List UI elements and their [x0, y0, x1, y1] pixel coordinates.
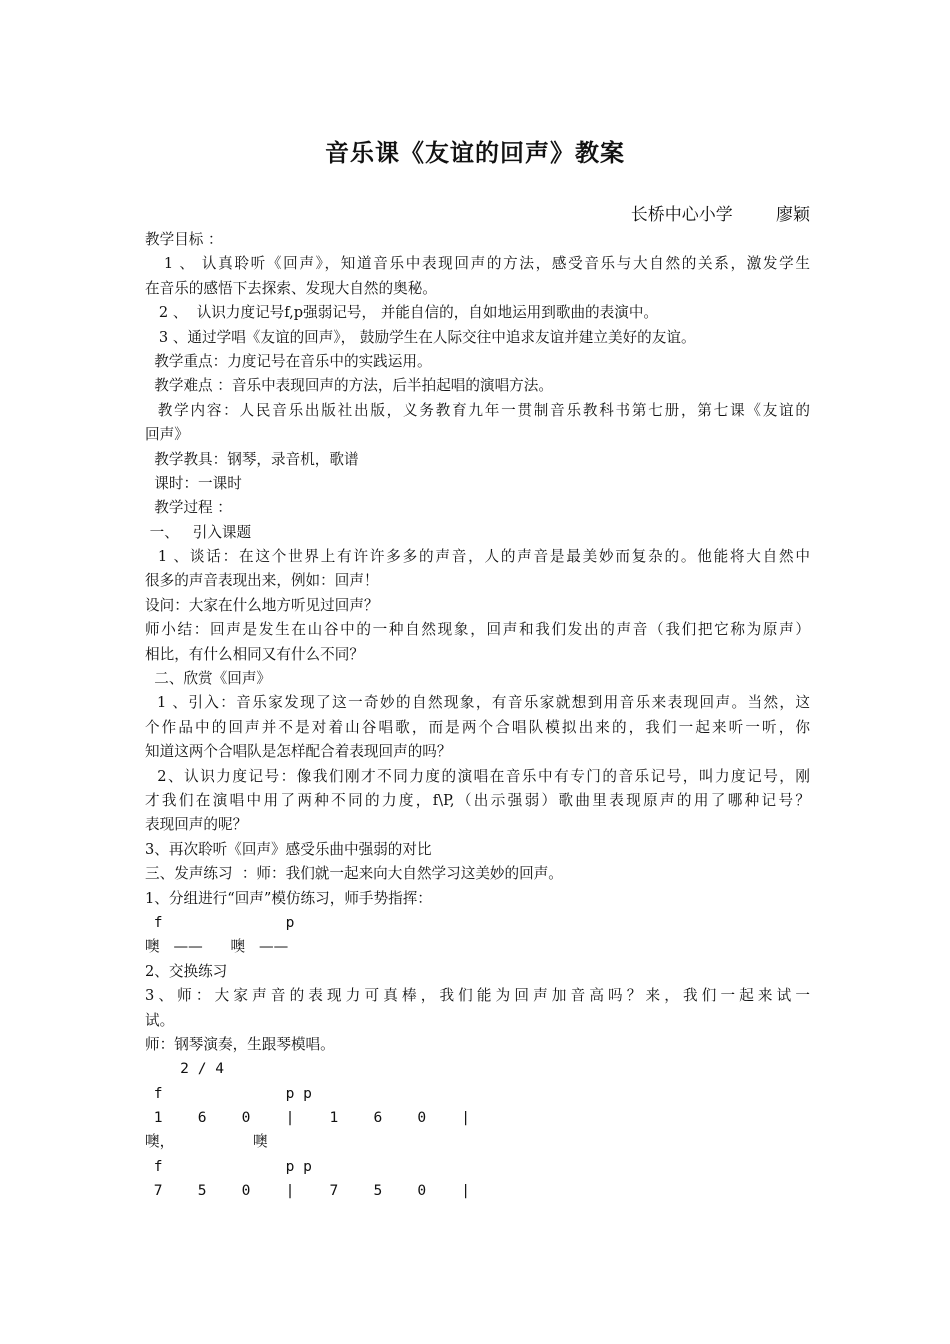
- paragraph-line: 个作品中的回声并不是对着山谷唱歌，而是两个合唱队模拟出来的，我们一起来听一听，你: [145, 718, 810, 736]
- paragraph-line: 2、认识力度记号：像我们刚才不同力度的演唱在音乐中有专门的音乐记号，叫力度记号，刚: [145, 767, 810, 785]
- author-line: 长桥中心小学 廖颖: [630, 205, 810, 225]
- paragraph-line: 师：钢琴演奏，生跟琴模唱。: [145, 1035, 335, 1053]
- section-heading-objectives: 教学目标 ：: [145, 231, 223, 248]
- section-heading: 三、发声练习 ：师：我们就一起来向大自然学习这美妙的回声。: [145, 865, 563, 883]
- notation-line: 7 5 0 | 7 5 0 |: [145, 1182, 471, 1200]
- paragraph-line: 1 、 认真聆听《回声》，知道音乐中表现回声的方法，感受音乐与大自然的关系，激发学生: [145, 255, 810, 273]
- paragraph-line: 相比，有什么相同又有什么不同？: [145, 645, 364, 663]
- notation-line: 1 6 0 | 1 6 0 |: [145, 1109, 471, 1127]
- paragraph-line: 在音乐的感悟下去探索、发现大自然的奥秘。: [145, 279, 437, 297]
- paragraph-line: 才我们在演唱中用了两种不同的力度，f\P,（出示强弱）歌曲里表现原声的用了哪种记号？: [145, 791, 810, 809]
- dynamics-marks: f p p: [145, 1157, 312, 1175]
- paragraph-line: 3、师：大家声音的表现力可真棒，我们能为回声加音高吗？来，我们一起来试一: [145, 987, 810, 1005]
- lyric-line: 噢 —— 噢 ——: [145, 938, 289, 956]
- paragraph-line: 教学难点 ：音乐中表现回声的方法，后半拍起唱的演唱方法。: [145, 377, 553, 395]
- section-heading: 二、欣赏《回声》: [145, 670, 272, 688]
- paragraph-line: 教学重点：力度记号在音乐中的实践运用。: [145, 352, 432, 370]
- paragraph-line: 3、再次聆听《回声》感受乐曲中强弱的对比: [145, 840, 432, 858]
- paragraph-line: 师小结：回声是发生在山谷中的一种自然现象，回声和我们发出的声音（我们把它称为原声）: [145, 621, 810, 639]
- paragraph-line: 教学教具：钢琴，录音机，歌谱: [145, 450, 359, 468]
- paragraph-line: 很多的声音表现出来，例如：回声！: [145, 572, 379, 590]
- paragraph-line: 2、交换练习: [145, 962, 228, 980]
- document-body: [145, 228, 810, 1204]
- paragraph-line: 回声》: [145, 426, 189, 444]
- time-signature: 2 / 4: [145, 1060, 225, 1078]
- paragraph-line: 1 、引入：音乐家发现了这一奇妙的自然现象，有音乐家就想到用音乐来表现回声。当然，这: [145, 694, 810, 712]
- section-heading: 一、 引入课题: [145, 523, 252, 541]
- paragraph-line: 知道这两个合唱队是怎样配合着表现回声的吗？: [145, 743, 452, 761]
- paragraph-line: 1 、谈话：在这个世界上有许许多多的声音，人的声音是最美妙而复杂的。他能将大自然中: [145, 548, 810, 566]
- paragraph-line: 教学内容：人民音乐出版社出版，义务教育九年一贯制音乐教科书第七册，第七课《友谊的: [145, 401, 810, 419]
- paragraph-line: 课时：一课时: [145, 474, 242, 492]
- dynamics-marks: f p p: [145, 1084, 312, 1102]
- dynamics-marks: f p: [145, 913, 295, 931]
- paragraph-line: 3 、通过学唱《友谊的回声》， 鼓励学生在人际交往中追求友谊并建立美好的友谊。: [145, 328, 696, 346]
- paragraph-line: 设问：大家在什么地方听见过回声？: [145, 596, 379, 614]
- lyric-line: 噢， 噢: [145, 1133, 268, 1151]
- paragraph-line: 1、分组进行“回声”模仿练习，师手势指挥：: [145, 889, 432, 907]
- paragraph-line: 2 、 认识力度记号f,p强弱记号， 并能自信的，自如地运用到歌曲的表演中。: [145, 304, 659, 322]
- paragraph-line: 试。: [145, 1011, 175, 1029]
- paragraph-line: 表现回声的呢？: [145, 816, 248, 834]
- document-title: 音乐课《友谊的回声》教案: [325, 139, 625, 167]
- section-heading-process: 教学过程 ：: [145, 499, 232, 517]
